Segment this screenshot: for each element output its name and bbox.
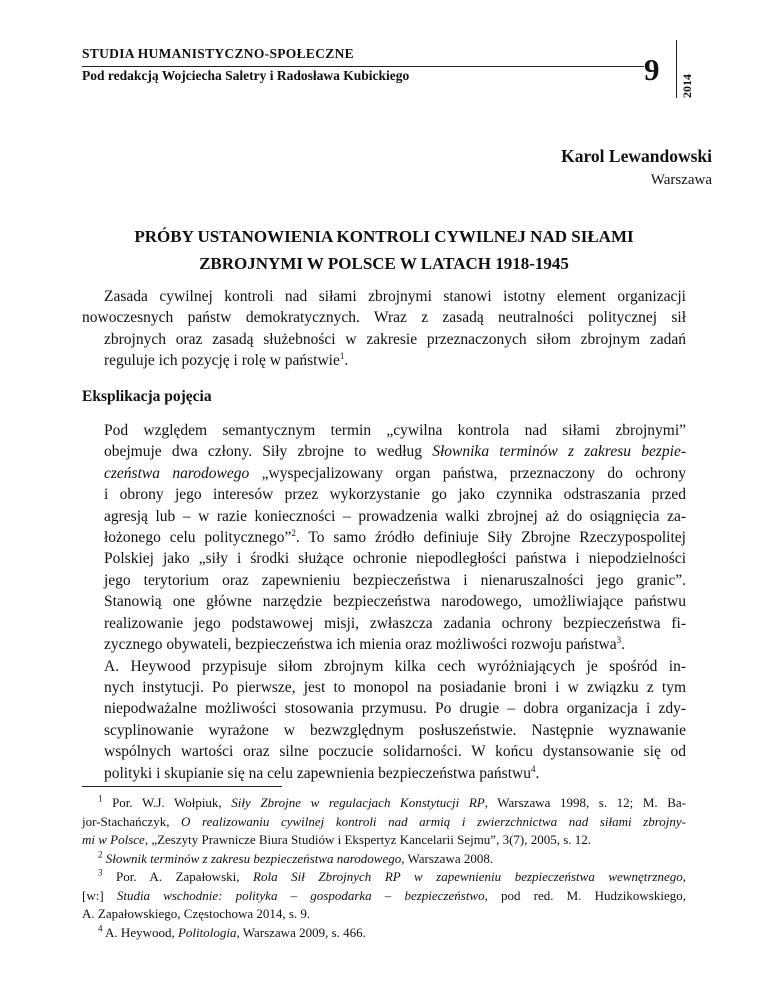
author-name: Karol Lewandowski xyxy=(561,146,712,166)
title-line-1: PRÓBY USTANOWIENIA KONTROLI CYWILNEJ NAD SIŁAMI xyxy=(134,227,634,246)
paragraph-intro: Zasada cywilnej kontroli nad siłami zbrojnymi stanowi istotny element organizacji nowoczesnych państw demokratycznych. Wraz z zasadą neutralności politycznej sił zbrojnych oraz zasadą służebności w zakresie przeznaczonych siłom zbrojnym zadań reguluje ich pozycję i rolę w państwie$^1$. xyxy=(82,288,686,370)
header-divider xyxy=(676,40,677,98)
footnote-separator xyxy=(82,786,282,787)
journal-title: STUDIA HUMANISTYCZNO-SPOŁECZNE xyxy=(82,46,354,61)
article-body xyxy=(82,286,686,784)
author-city: Warszawa xyxy=(650,172,712,188)
header-rule xyxy=(82,66,644,67)
running-header xyxy=(82,46,712,96)
issue-year: 2014 xyxy=(680,74,694,98)
issue-number: 9 xyxy=(644,52,660,87)
footnote-ref-1[interactable]: 1 xyxy=(339,351,345,362)
author-block xyxy=(561,146,712,189)
footnote-1: $^1$ Por. W.J. Wołpiuk, Siły Zbrojne w regulacjach Konstytucji RP, Warszawa 1998, s. 12; M. Ba- jor-Stachańczyk, O realizowaniu cywilnej kontroli nad armią i zwierzchnictwa nad siłami zbrojny- mi w Polsce, „Zeszyty Prawnicze Biura Studiów i Ekspertyz Kancelarii Sejmu”, 3(7), 2005, s. 12. xyxy=(82,793,687,847)
footnote-4: $^4$ A. Heywood, Politologia, Warszawa 2009, s. 466. xyxy=(98,923,366,940)
footnote-ref-3[interactable]: 3 xyxy=(616,634,622,645)
section-heading: Eksplikacja pojęcia xyxy=(82,387,212,405)
paragraph-2: Pod względem semantycznym termin „cywilna kontrola nad siłami zbrojnymi” obejmuje dwa człony. Siły zbrojne to według Słownika terminów z zakresu bezpie- czeństwa narodowego „wyspecjalizowany organ państwa, przeznaczony do ochrony i obrony jego interesów przez wykorzystanie go jako czynnika odstraszania przed agresją lub – w razie konieczności – prowadzenia walki zbrojnej aż do osiągnięcia za- łożonego celu politycznego”$^2$. To samo źródło definiuje Siły Zbrojne Rzeczypospolitej Polskiej jako „siły i środki służące ochronie niepodległości państwa i niepodzielności jego terytorium oraz zapewnieniu bezpieczeństwa i nienaruszalności jego granic”. Stanowią one główne narzędzie bezpieczeństwa narodowego, umożliwiające państwu realizowanie jego podstawowej misji, zwłaszcza zadania ochrony bezpieczeństwa fi- zycznego obywateli, bezpieczeństwa ich mienia oraz możliwości rozwoju państwa$^3$. xyxy=(104,422,686,654)
article-title xyxy=(82,223,686,277)
footnotes xyxy=(82,794,686,942)
paragraph-3: A. Heywood przypisuje siłom zbrojnym kilka cech wyróżniających je spośród in- nych instytucji. Po pierwsze, jest to monopol na posiadanie broni i w związku z tym niepodważalne możliwości stosowania przymusu. Po drugie – dobra organizacja i zdy- scyplinowanie wyrażone w bezwzględnym posłuszeństwie. Następnie wyznawanie wspólnych wartości oraz silne poczucie solidarności. W końcu dystansowanie się od polityki i skupianie się na celu zapewnienia bezpieczeństwa państwu$^4$. xyxy=(104,657,686,782)
editors-line: Pod redakcją Wojciecha Saletry i Radosława Kubickiego xyxy=(82,68,410,83)
footnote-2: $^2$ Słownik terminów z zakresu bezpieczeństwa narodowego, Warszawa 2008. xyxy=(98,849,494,866)
footnote-3: $^3$ Por. A. Zapałowski, Rola Sił Zbrojnych RP w zapewnieniu bezpieczeństwa wewnętrznego, [w:] Studia wschodnie: polityka – gospodarka – bezpieczeństwo, pod red. M. Hudzikowskiego, A. Zapałowskiego, Częstochowa 2014, s. 9. xyxy=(82,867,686,921)
title-line-2: ZBROJNYMI W POLSCE W LATACH 1918-1945 xyxy=(199,254,569,273)
footnote-ref-4[interactable]: 4 xyxy=(530,763,536,774)
footnote-ref-2[interactable]: 2 xyxy=(291,527,296,538)
